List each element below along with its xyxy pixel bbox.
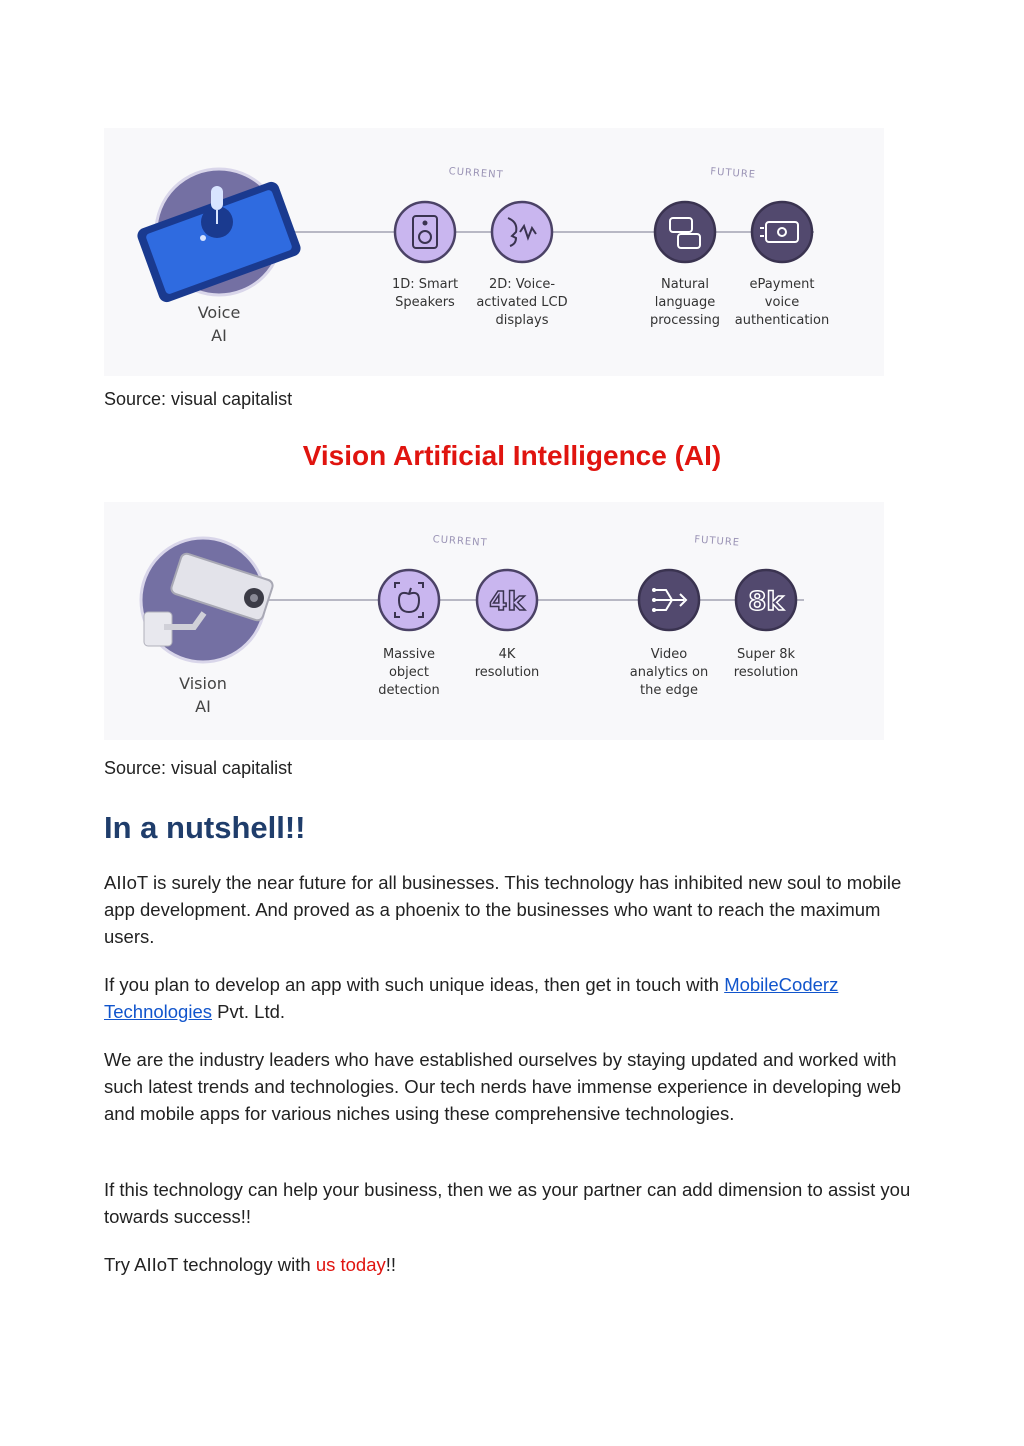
vision-ai-heading: Vision Artificial Intelligence (AI) [302, 440, 722, 471]
paragraph-text: If you plan to develop an app with such unique ideas, then get in touch with [104, 974, 725, 995]
tablet-microphone-icon [135, 169, 303, 304]
voice-item-4-line-1: ePayment [749, 277, 815, 292]
payment-card-icon [752, 202, 812, 262]
8k-glyph: 8k [748, 587, 784, 617]
nutshell-heading: In a nutshell!! [104, 810, 306, 845]
paragraph-try-aiiot [104, 1251, 914, 1278]
vision-item-2-line-2: resolution [474, 665, 540, 680]
vision-item-4-line-2: resolution [733, 665, 799, 680]
vision-label-2: AI [195, 697, 211, 716]
us-today-link[interactable]: us today [315, 1254, 386, 1275]
source-caption: Source: visual capitalist [104, 758, 293, 778]
vision-item-1-line-2: object [388, 665, 430, 680]
vision-item-2-line-1: 4K [498, 647, 516, 662]
vision-ai-figure [104, 502, 884, 740]
voice-item-3-line-1: Natural [661, 277, 709, 292]
paragraph-aiiot-future: AIIoT is surely the near future for all businesses. This technology has inhibited new soul to mobile app development. And proved as a phoenix to the businesses who want to reach the maximum users. [104, 872, 902, 947]
voice-face-icon [492, 202, 552, 262]
voice-item-3-line-2: language [654, 295, 716, 310]
source-caption: Source: visual capitalist [104, 389, 293, 409]
voice-item-2-line-1: 2D: Voice- [488, 277, 556, 292]
vision-item-3-line-1: Video [650, 647, 688, 662]
4k-glyph: 4k [489, 587, 525, 617]
mobilecoderz-link[interactable]: MobileCoderz Technologies [104, 974, 839, 1022]
paragraph-text: Pvt. Ltd. [212, 1001, 286, 1022]
paragraph-text: !! [385, 1254, 397, 1275]
4k-icon [477, 570, 537, 630]
vision-item-4-line-1: Super 8k [736, 647, 796, 662]
paragraph-partner: If this technology can help your business, then we as your partner can add dimension to assist you towards success!! [104, 1179, 911, 1227]
voice-ai-figure [104, 128, 884, 376]
voice-item-2-line-2: activated LCD [476, 295, 568, 310]
voice-label-2: AI [211, 326, 227, 345]
vision-item-1-line-1: Massive [382, 647, 436, 662]
voice-current-label: CURRENT [448, 166, 505, 181]
voice-label-1: Voice [197, 303, 241, 322]
paragraph-get-in-touch [104, 971, 914, 1025]
circuit-arrow-icon [639, 570, 699, 630]
voice-item-2-line-3: displays [495, 313, 549, 328]
voice-future-label: FUTURE [709, 166, 757, 181]
paragraph-text: Try AIIoT technology with [104, 1254, 316, 1275]
voice-item-4-line-2: voice [764, 295, 800, 310]
voice-item-3-line-3: processing [649, 313, 721, 328]
vision-future-label: FUTURE [693, 534, 741, 549]
voice-item-4-line-3: authentication [734, 313, 830, 328]
8k-icon [736, 570, 796, 630]
security-camera-icon [141, 538, 274, 662]
voice-item-1-line-1: 1D: Smart [391, 277, 459, 292]
vision-item-1-line-3: detection [378, 683, 440, 698]
paragraph-industry-leaders: We are the industry leaders who have established ourselves by staying updated and worked with such latest trends and technologies. Our tech nerds have immense experience in developing web and mobile apps for various niches using these comprehensive technologies. [104, 1049, 901, 1124]
vision-current-label: CURRENT [432, 534, 489, 549]
vision-item-3-line-3: the edge [640, 683, 698, 698]
vision-label-1: Vision [179, 674, 227, 693]
voice-item-1-line-2: Speakers [395, 295, 455, 310]
speaker-icon [395, 202, 455, 262]
apple-scan-icon [379, 570, 439, 630]
chat-bubbles-icon [655, 202, 715, 262]
vision-item-3-line-2: analytics on [629, 665, 709, 680]
